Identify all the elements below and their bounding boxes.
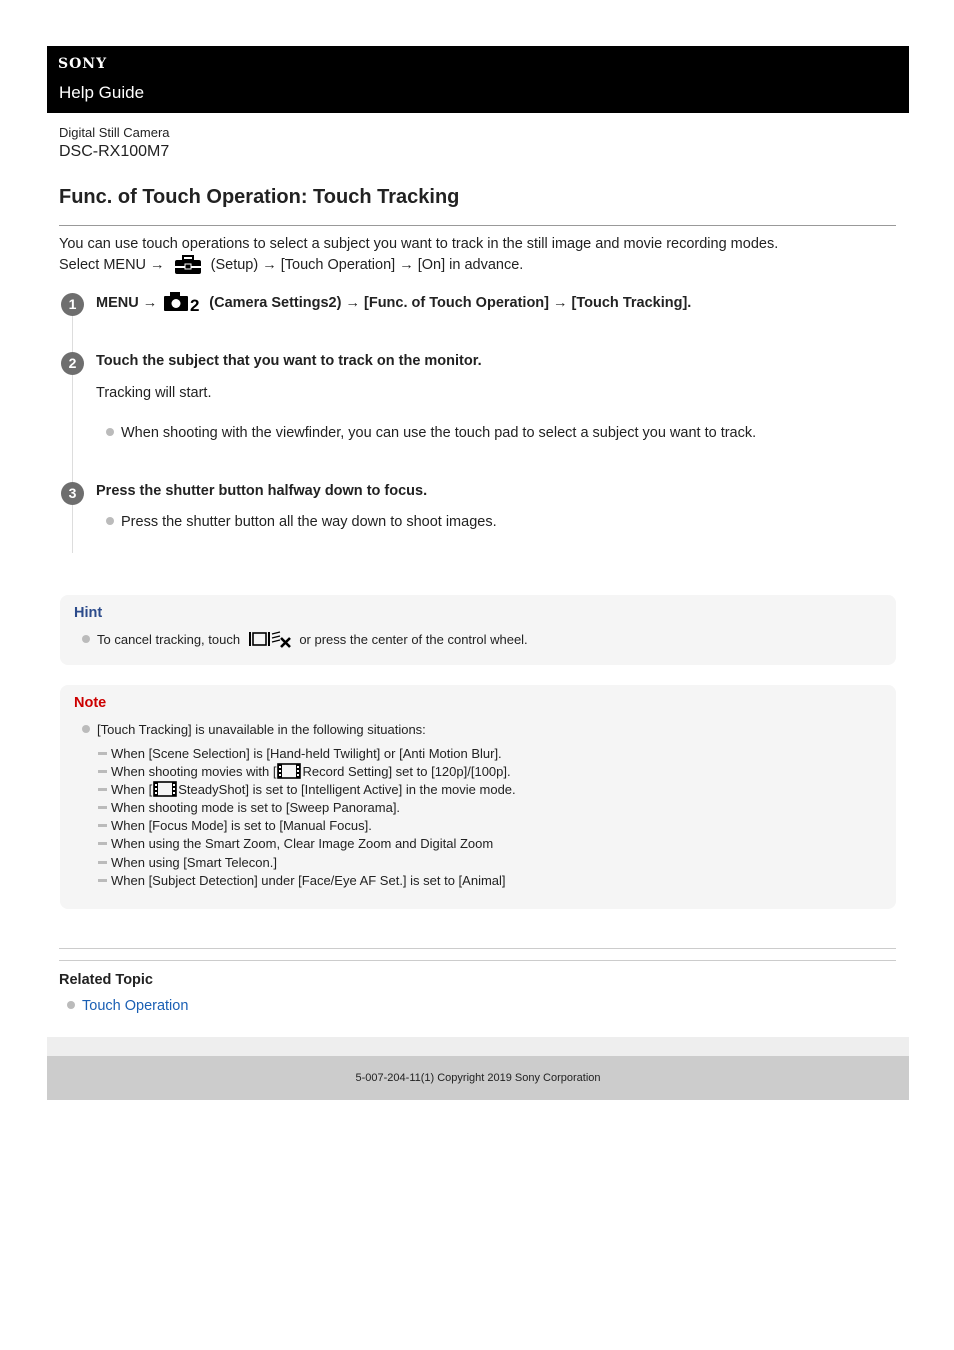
page-title: Func. of Touch Operation: Touch Tracking [59,186,460,208]
hint-box [60,595,896,665]
help-guide-label: Help Guide [59,83,145,102]
page-header [47,46,909,113]
note-sub-item: When [Scene Selection] is [Hand-held Twilight] or [Anti Motion Blur]. [98,746,502,761]
note-sub-item: When using [Smart Telecon.] [98,855,277,870]
related-topic-heading: Related Topic [59,972,153,988]
hint-item: To cancel tracking, touch or press the center of the control wheel. [82,632,528,648]
note-heading: Note [74,695,107,711]
product-model: DSC-RX100M7 [59,143,170,160]
dash-marker [98,788,107,791]
dash-marker [98,861,107,864]
step-3-bullet: Press the shutter button all the way down to shoot images. [106,514,497,530]
note-sub-item: When [Focus Mode] is set to [Manual Focus]. [98,818,372,833]
related-divider-bottom [59,960,896,961]
step-1-title: MENU → 2 (Camera Settings2) → [Func. of Touch Operation] → [Touch Tracking]. [96,294,691,312]
dash-marker [98,842,107,845]
steps-connector-line [72,305,73,553]
dash-marker [98,824,107,827]
step-number-3: 3 [61,482,84,505]
note-item: [Touch Tracking] is unavailable in the following situations: [82,722,426,737]
footer-spacer [47,1037,909,1056]
toolbox-icon [173,255,203,275]
product-type: Digital Still Camera [59,125,170,140]
title-divider [59,225,896,226]
dash-marker [98,879,107,882]
sony-logo: SONY [58,56,108,72]
note-box [60,685,896,909]
intro-line-2: Select MENU → (Setup) → [Touch Operation] → [On] in advance. [59,255,778,276]
dash-marker [98,806,107,809]
dash-marker [98,752,107,755]
footer-copyright: 5-007-204-11(1) Copyright 2019 Sony Corporation [47,1056,909,1100]
bullet-dot [106,428,114,436]
related-topic-link[interactable] [67,998,188,1014]
step-number-1: 1 [61,293,84,316]
note-sub-item: When [Subject Detection] under [Face/Eye AF Set.] is set to [Animal] [98,873,506,888]
intro-text [59,234,778,276]
step-number-2: 2 [61,352,84,375]
bullet-dot [82,725,90,733]
movie-icon [277,763,301,779]
intro-line-1: You can use touch operations to select a subject you want to track in the still image and movie recording modes. [59,236,779,252]
movie-icon [153,781,177,797]
related-divider-top [59,948,896,949]
note-sub-item: When [ SteadyShot] is set to [Intelligent Active] in the movie mode. [98,782,516,797]
hint-heading: Hint [74,605,103,621]
note-sub-item: When using the Smart Zoom, Clear Image Zoom and Digital Zoom [98,836,493,851]
bullet-dot [82,635,90,643]
bullet-dot [67,1001,75,1009]
camera-settings2-icon [163,290,203,312]
step-2-title: Touch the subject that you want to track on the monitor. [96,353,482,369]
touch-operation-link[interactable]: Touch Operation [82,998,189,1014]
step-2-bullet: When shooting with the viewfinder, you can use the touch pad to select a subject you want to track. [106,425,756,441]
note-sub-item: When shooting mode is set to [Sweep Panorama]. [98,800,400,815]
note-sub-item: When shooting movies with [ Record Setting] set to [120p]/[100p]. [98,764,511,779]
step-2-text: Tracking will start. [96,385,212,401]
step-3-title: Press the shutter button halfway down to focus. [96,483,428,499]
dash-marker [98,770,107,773]
cancel-tracking-icon [248,630,294,648]
svg-text:2: 2 [190,296,200,312]
bullet-dot [106,517,114,525]
